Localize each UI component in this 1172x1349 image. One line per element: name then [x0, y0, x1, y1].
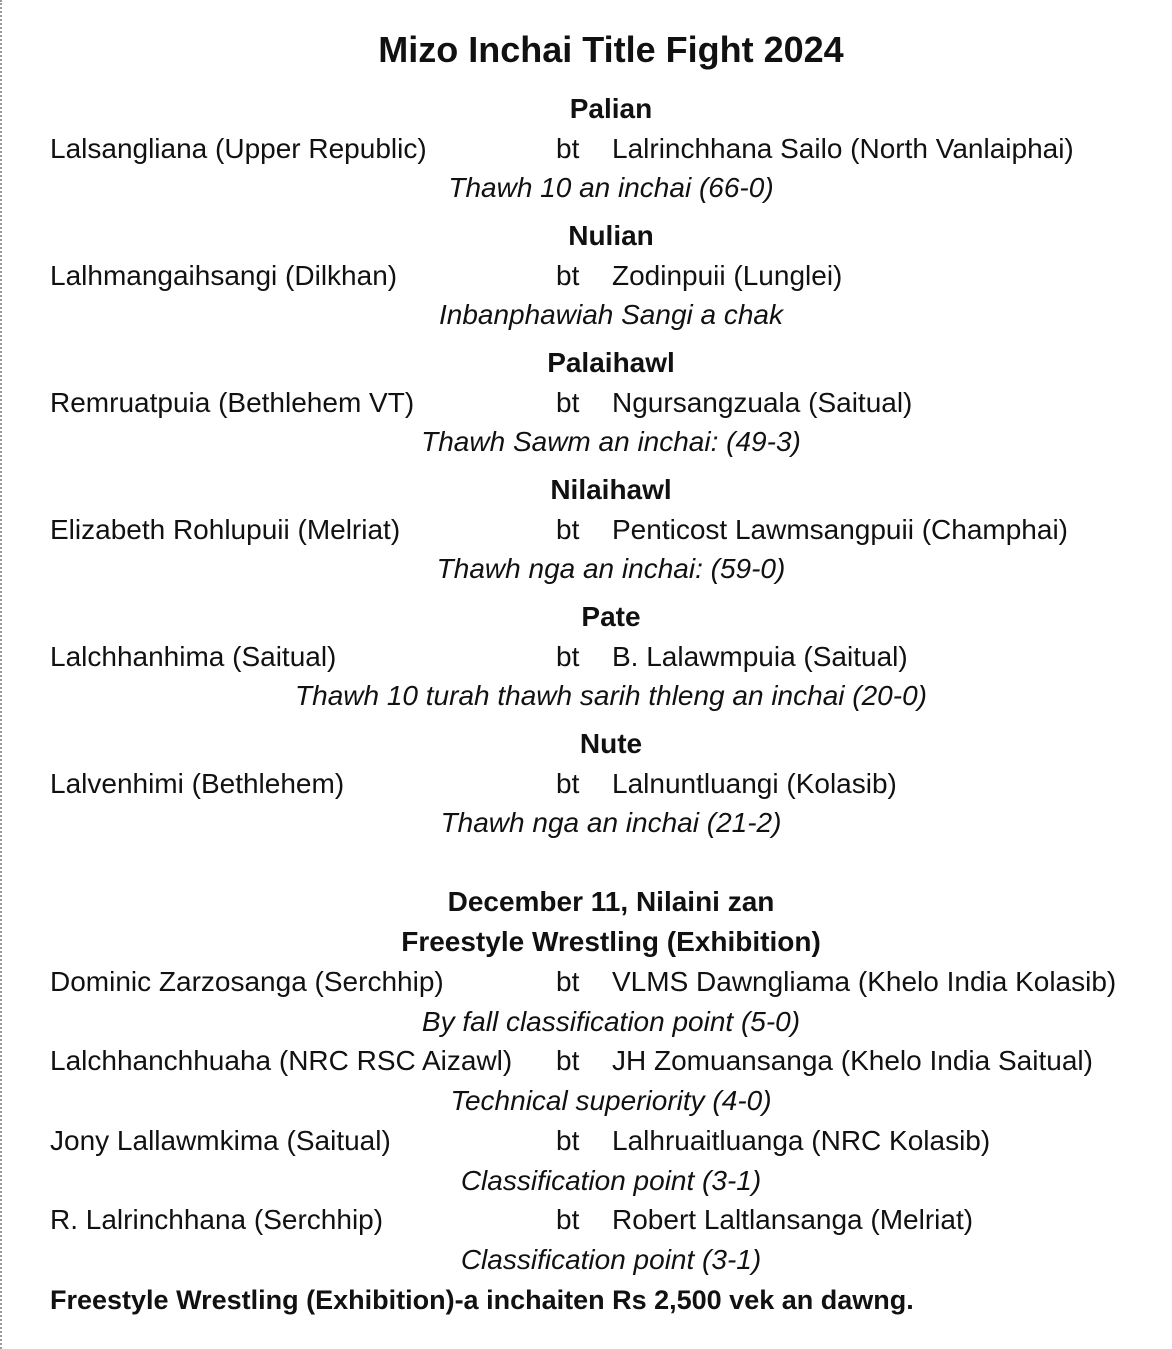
winner-name: Lalvenhimi (Bethlehem) [50, 768, 345, 799]
category-heading: Palaihawl [547, 347, 675, 378]
loser-name: VLMS Dawngliama (Khelo India Kolasib) [612, 966, 1117, 997]
beat-label: bt [556, 387, 580, 418]
bout-row [0, 383, 1172, 423]
beat-label: bt [556, 1125, 580, 1156]
loser-name: Lalrinchhana Sailo (North Vanlaiphai) [612, 133, 1074, 164]
exhibition-bout-row [0, 1200, 1172, 1240]
bout-result: Thawh Sawm an inchai: (49-3) [421, 426, 801, 457]
beat-label: bt [556, 1045, 580, 1076]
loser-name: Zodinpuii (Lunglei) [612, 260, 843, 291]
winner-name: Dominic Zarzosanga (Serchhip) [50, 966, 444, 997]
loser-name: Penticost Lawmsangpuii (Champhai) [612, 514, 1068, 545]
bout-row [0, 637, 1172, 677]
winner-name: Lalchhanhima (Saitual) [50, 641, 337, 672]
beat-label: bt [556, 966, 580, 997]
exhibition-bout-result: Technical superiority (4-0) [450, 1085, 772, 1116]
beat-label: bt [556, 514, 580, 545]
bout-row [0, 256, 1172, 296]
bout-row [0, 510, 1172, 550]
bout-row [0, 764, 1172, 804]
beat-label: bt [556, 1204, 580, 1235]
beat-label: bt [556, 768, 580, 799]
beat-label: bt [556, 133, 580, 164]
bout-result: Thawh nga an inchai: (59-0) [436, 553, 786, 584]
exhibition-bout-result: Classification point (3-1) [460, 1165, 762, 1196]
winner-name: Lalhmangaihsangi (Dilkhan) [50, 260, 398, 291]
exhibition-bout-row [0, 1121, 1172, 1161]
category-heading: Pate [581, 601, 641, 632]
winner-name: Lalsangliana (Upper Republic) [50, 133, 427, 164]
winner-name: Jony Lallawmkima (Saitual) [50, 1125, 391, 1156]
exhibition-bout-row [0, 1041, 1172, 1081]
exhibition-date-heading: December 11, Nilaini zan [447, 886, 775, 917]
beat-label: bt [556, 260, 580, 291]
exhibition-bout-result: Classification point (3-1) [460, 1244, 762, 1275]
category-heading: Nilaihawl [550, 474, 672, 505]
exhibition-bout-row [0, 962, 1172, 1002]
prize-note: Freestyle Wrestling (Exhibition)-a inchaiten Rs 2,500 vek an dawng. [50, 1285, 914, 1315]
exhibition-bout-result: By fall classification point (5-0) [421, 1006, 801, 1037]
winner-name: Remruatpuia (Bethlehem VT) [50, 387, 415, 418]
category-heading: Palian [569, 93, 653, 124]
loser-name: Lalhruaitluanga (NRC Kolasib) [612, 1125, 991, 1156]
loser-name: JH Zomuansanga (Khelo India Saitual) [612, 1045, 1093, 1076]
bout-result: Thawh 10 turah thawh sarih thleng an inchai (20-0) [295, 680, 927, 711]
bout-result: Inbanphawiah Sangi a chak [438, 299, 784, 330]
winner-name: Lalchhanchhuaha (NRC RSC Aizawl) [50, 1045, 513, 1076]
loser-name: Robert Laltlansanga (Melriat) [612, 1204, 974, 1235]
bout-result: Thawh nga an inchai (21-2) [440, 807, 782, 838]
category-heading: Nulian [568, 220, 654, 251]
category-heading: Nute [579, 728, 643, 759]
loser-name: B. Lalawmpuia (Saitual) [612, 641, 908, 672]
document-title: Mizo Inchai Title Fight 2024 [378, 29, 844, 70]
exhibition-heading: Freestyle Wrestling (Exhibition) [401, 926, 821, 957]
loser-name: Lalnuntluangi (Kolasib) [612, 768, 897, 799]
winner-name: R. Lalrinchhana (Serchhip) [50, 1204, 384, 1235]
loser-name: Ngursangzuala (Saitual) [612, 387, 913, 418]
beat-label: bt [556, 641, 580, 672]
bout-result: Thawh 10 an inchai (66-0) [448, 172, 774, 203]
bout-row [0, 129, 1172, 169]
winner-name: Elizabeth Rohlupuii (Melriat) [50, 514, 401, 545]
